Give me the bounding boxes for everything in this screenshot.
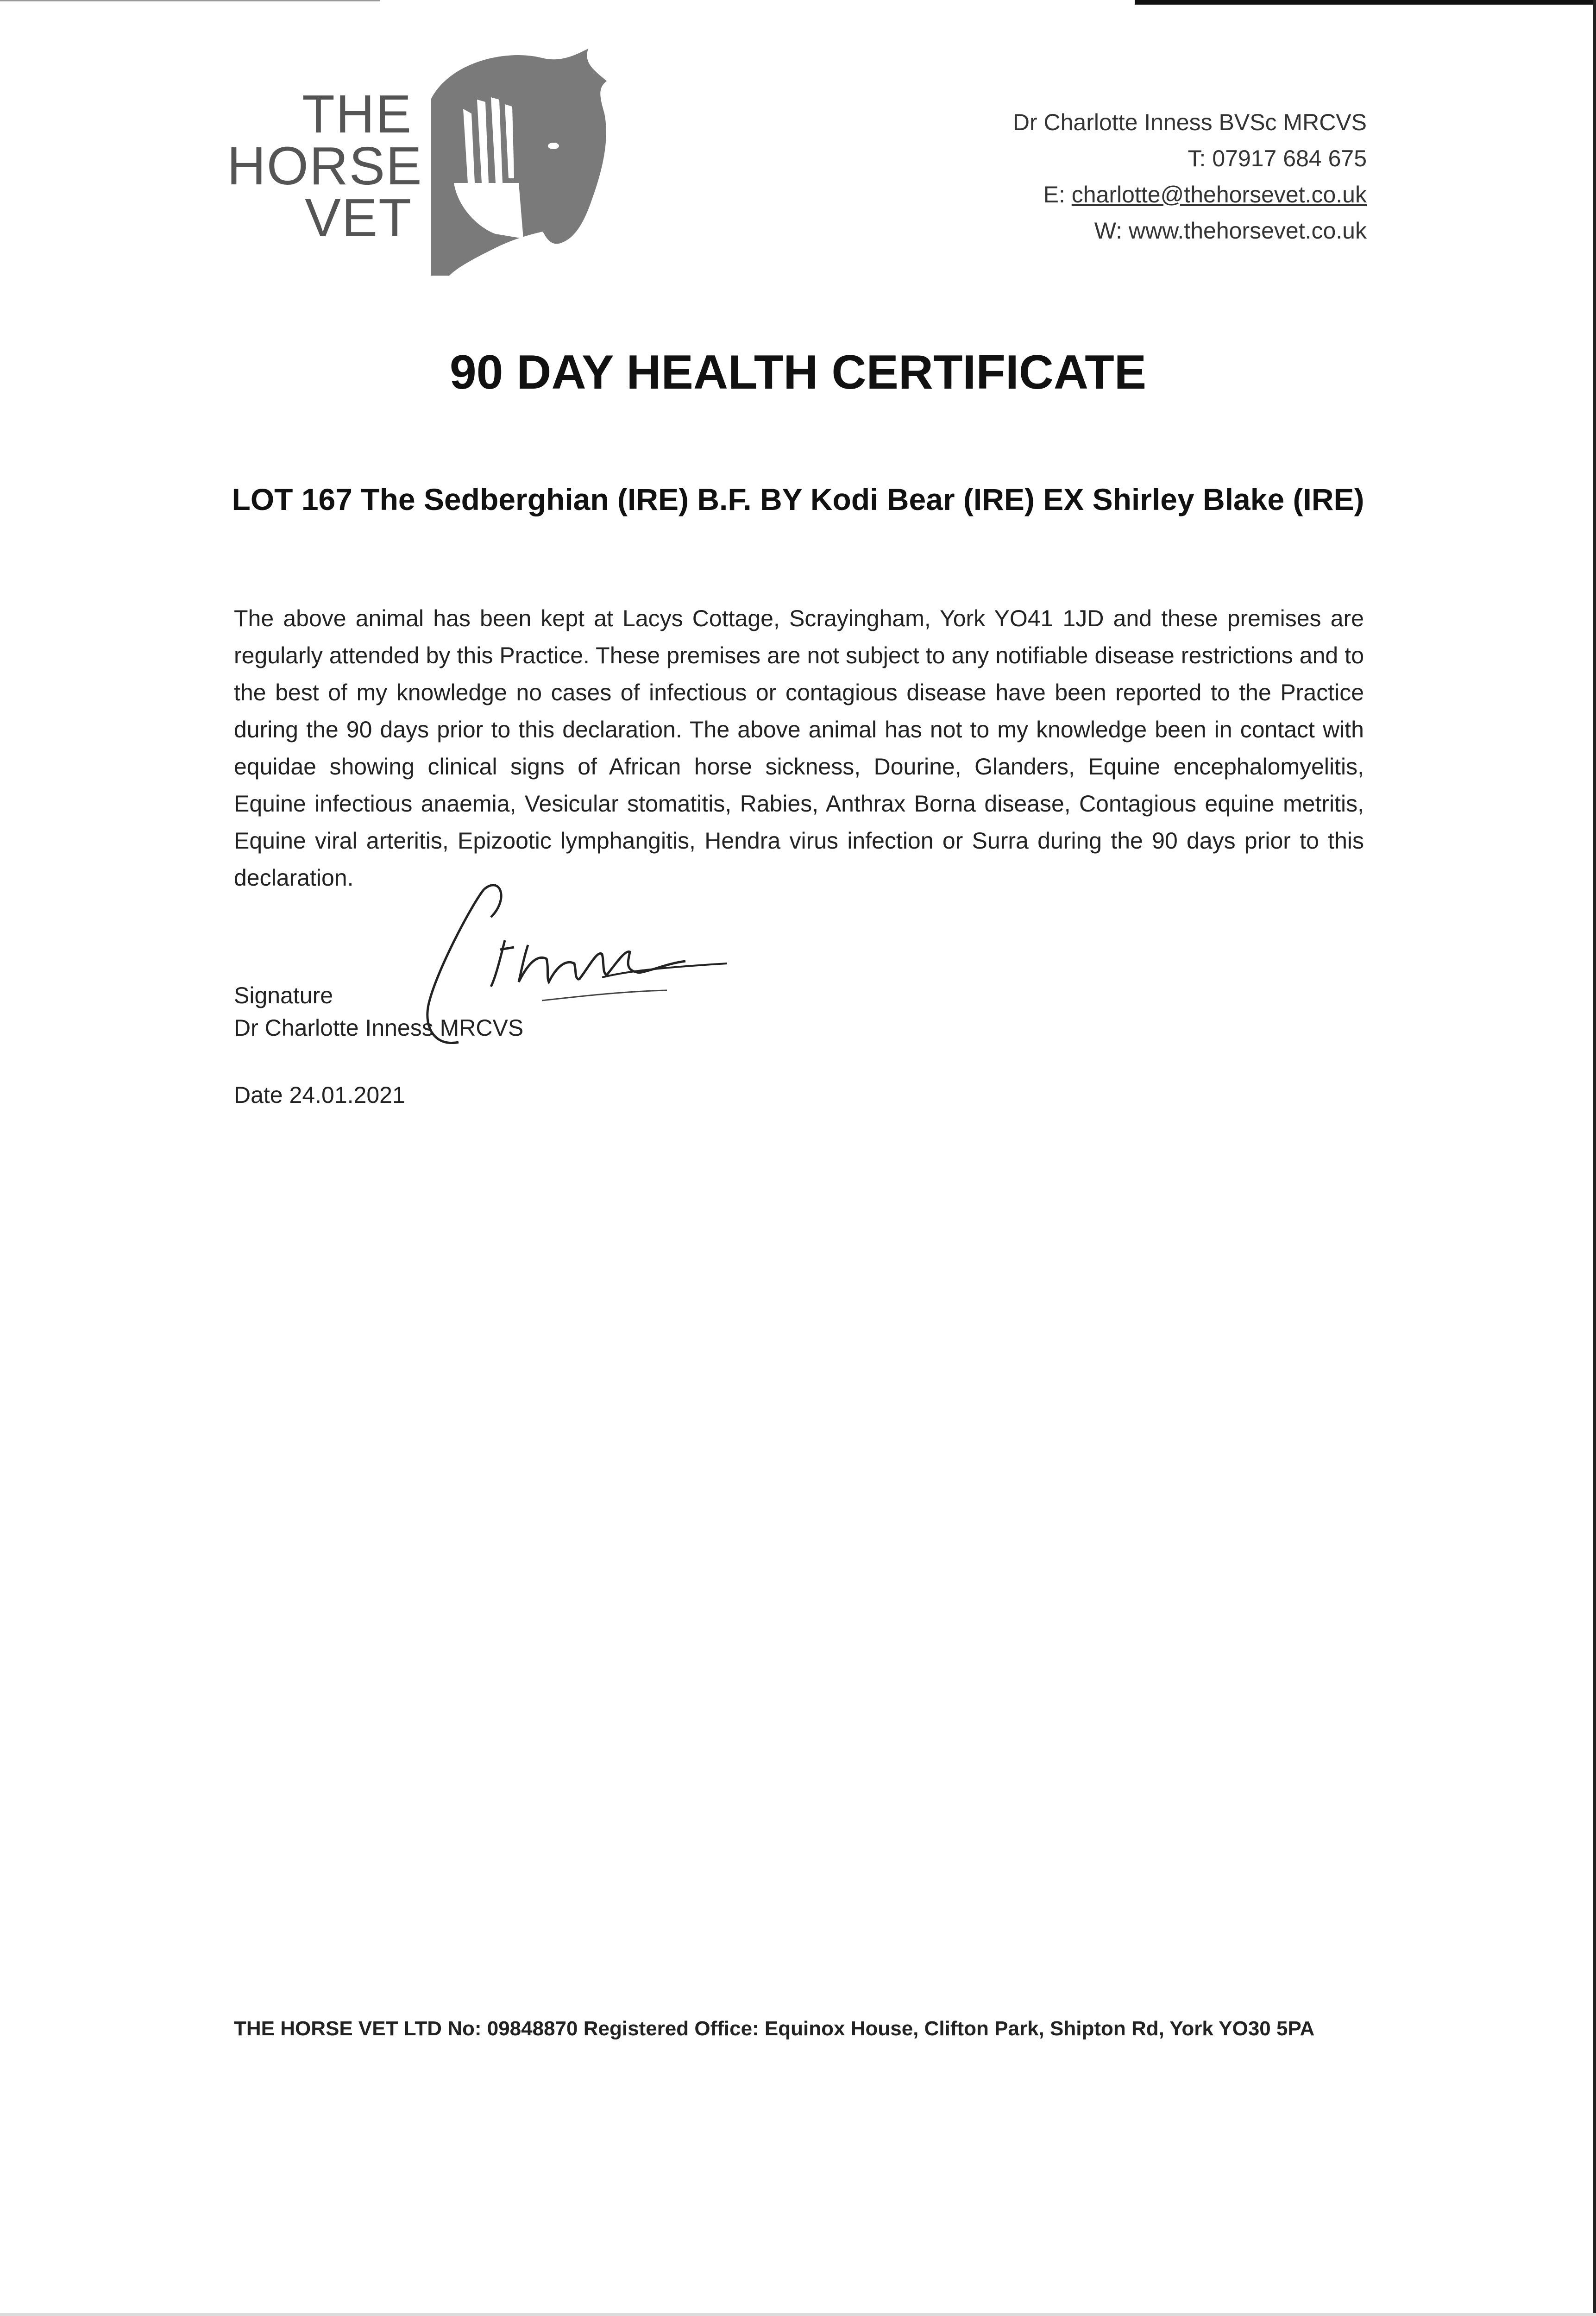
lot-heading: LOT 167 The Sedberghian (IRE) B.F. BY Kodi Bear (IRE) EX Shirley Blake (IRE): [232, 482, 1364, 516]
vet-name: Dr Charlotte Inness BVSc MRCVS: [1012, 109, 1367, 135]
scan-edge-bottom: [0, 2313, 1596, 2316]
email-link[interactable]: charlotte@thehorsevet.co.uk: [1071, 182, 1367, 208]
page-title: 90 DAY HEALTH CERTIFICATE: [449, 346, 1147, 399]
certificate-date: Date 24.01.2021: [234, 1082, 405, 1108]
company-logo: [227, 44, 625, 276]
email-prefix: E:: [1043, 182, 1072, 208]
signer-name: Dr Charlotte Inness MRCVS: [234, 1015, 524, 1041]
signature-label: Signature: [234, 982, 333, 1008]
scan-edge-top-right: [1135, 0, 1596, 5]
horse-head-hand-icon: [421, 44, 621, 276]
phone-number: T: 07917 684 675: [1188, 145, 1367, 171]
logo-line-horse: HORSE: [227, 136, 423, 196]
declaration-text: The above animal has been kept at Lacys Cottage, Scrayingham, York YO41 1JD and these premises are regularly attended by this Practice. These premises are not subject to any notifiable disease restrictions and to the best of my knowledge no cases of infectious or contagious disease have been reported to the Practice during the 90 days prior to this declaration. The above animal has not to my knowledge been in contact with equidae showing clinical signs of African horse sickness, Dourine, Glanders, Equine encephalomyelitis, Equine infectious anaemia, Vesicular stomatitis, Rabies, Anthrax Borna disease, Contagious equine metritis, Equine viral arteritis, Epizootic lymphangitis, Hendra virus infection or Surra during the 90 days prior to this declaration.: [234, 605, 1364, 891]
email-line: [1013, 176, 1367, 213]
logo-line-the: THE: [302, 84, 412, 144]
logo-wordmark: [227, 84, 423, 248]
footer-registration: THE HORSE VET LTD No: 09848870 Registered Office: Equinox House, Clifton Park, Shipton Rd, York YO30 5PA: [234, 2017, 1315, 2040]
website: W: www.thehorsevet.co.uk: [1094, 218, 1367, 244]
scan-edge-top-left: [0, 0, 380, 1]
logo-line-vet: VET: [305, 188, 412, 248]
contact-block: [1013, 104, 1367, 249]
